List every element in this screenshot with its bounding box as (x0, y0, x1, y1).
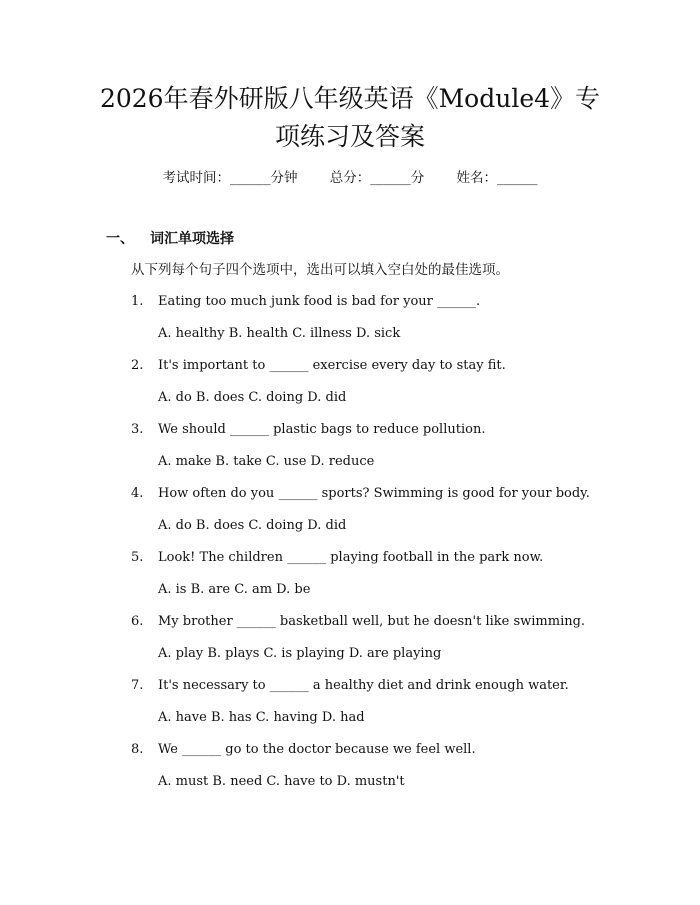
section-heading (106, 229, 234, 249)
question-stem: We ______ go to the doctor because we feel well. (158, 742, 476, 757)
exam-time: 考试时间：______分钟 (162, 170, 298, 186)
exam-score: 总分：______分 (329, 170, 425, 186)
question-options: A. have B. has C. having D. had (158, 710, 365, 725)
question-number: 4. (131, 486, 144, 501)
question-number: 3. (131, 422, 144, 437)
question-item (0, 484, 700, 548)
question-item (0, 420, 700, 484)
question-stem: How often do you ______ sports? Swimming is good for your body. (158, 486, 590, 501)
question-number: 7. (131, 678, 144, 693)
question-list (0, 292, 700, 804)
question-options: A. make B. take C. use D. reduce (158, 454, 375, 469)
question-options: A. do B. does C. doing D. did (158, 390, 347, 405)
question-number: 8. (131, 742, 144, 757)
question-options: A. healthy B. health C. illness D. sick (158, 326, 401, 341)
question-item (0, 612, 700, 676)
question-options: A. must B. need C. have to D. mustn't (158, 774, 405, 789)
question-stem: My brother ______ basketball well, but he doesn't like swimming. (158, 614, 586, 629)
section-number: 一、 (106, 231, 134, 247)
question-item (0, 548, 700, 612)
question-item (0, 292, 700, 356)
question-options: A. do B. does C. doing D. did (158, 518, 347, 533)
document-title (60, 80, 640, 156)
exam-info (0, 168, 700, 188)
question-number: 5. (131, 550, 144, 565)
title-line-2: 项练习及答案 (274, 122, 425, 151)
question-number: 2. (131, 358, 144, 373)
question-item (0, 356, 700, 420)
question-options: A. play B. plays C. is playing D. are playing (158, 646, 442, 661)
section-instruction: 从下列每个句子四个选项中，选出可以填入空白处的最佳选项。 (131, 262, 509, 278)
question-stem: It's important to ______ exercise every day to stay fit. (158, 358, 506, 373)
question-item (0, 740, 700, 804)
question-options: A. is B. are C. am D. be (158, 582, 311, 597)
question-number: 1. (131, 294, 144, 309)
section-title: 词汇单项选择 (150, 231, 234, 247)
title-line-1: 2026年春外研版八年级英语《Module4》专 (99, 84, 601, 113)
question-stem: We should ______ plastic bags to reduce pollution. (158, 422, 486, 437)
question-stem: Look! The children ______ playing football in the park now. (158, 550, 544, 565)
exam-name: 姓名：______ (456, 170, 538, 186)
question-stem: Eating too much junk food is bad for your ______. (158, 294, 481, 309)
question-item (0, 676, 700, 740)
question-number: 6. (131, 614, 144, 629)
question-stem: It's necessary to ______ a healthy diet and drink enough water. (158, 678, 569, 693)
